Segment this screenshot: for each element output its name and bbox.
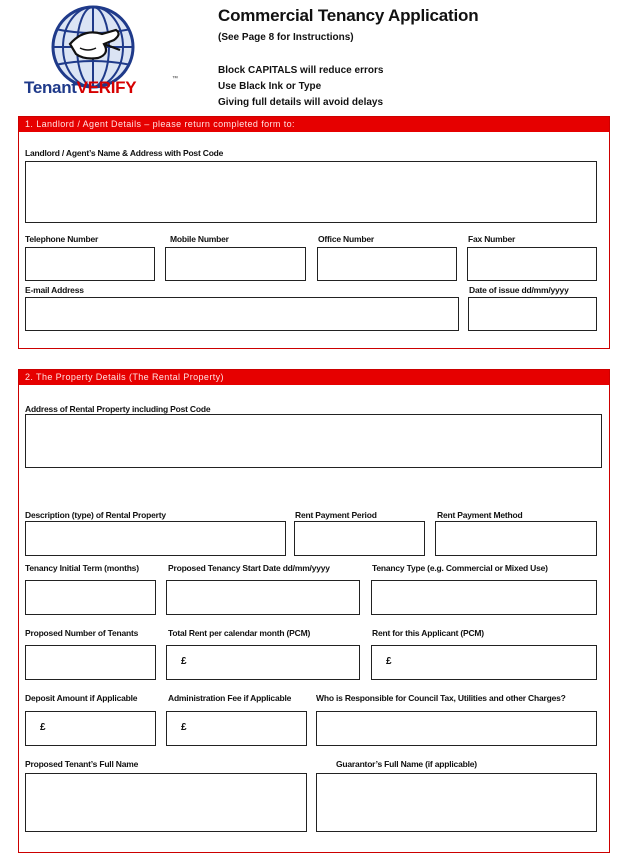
mobile-label: Mobile Number (170, 234, 229, 244)
section-heading: 1. Landlord / Agent Details – please return completed form to: (19, 117, 609, 132)
office-field[interactable] (317, 247, 457, 281)
tenant-verify-logo (22, 4, 182, 104)
council-tax-label: Who is Responsible for Council Tax, Utilities and other Charges? (316, 693, 566, 703)
admin-fee-field[interactable] (166, 711, 307, 746)
guarantor-full-name-field[interactable] (316, 773, 597, 832)
council-tax-responsibility-field[interactable] (316, 711, 597, 746)
initial-term-field[interactable] (25, 580, 156, 615)
deposit-field[interactable] (25, 711, 156, 746)
note-line: Giving full details will avoid delays (218, 97, 384, 108)
property-address-field[interactable] (25, 414, 602, 468)
trademark-symbol: ™ (172, 76, 178, 82)
note-line: Use Black Ink or Type (218, 81, 322, 92)
name-address-label: Landlord / Agent’s Name & Address with Post Code (25, 148, 224, 158)
logo-wordmark: TenantVERIFY (24, 78, 137, 97)
initial-term-label: Tenancy Initial Term (months) (25, 563, 139, 573)
mobile-field[interactable] (165, 247, 306, 281)
currency-symbol: £ (181, 656, 187, 667)
num-tenants-field[interactable] (25, 645, 156, 680)
start-date-field[interactable] (166, 580, 360, 615)
page-subtitle: (See Page 8 for Instructions) (218, 32, 354, 43)
section-heading: 2. The Property Details (The Rental Property) (19, 370, 609, 385)
email-label: E-mail Address (25, 285, 84, 295)
total-rent-label: Total Rent per calendar month (PCM) (168, 628, 311, 638)
start-date-label: Proposed Tenancy Start Date dd/mm/yyyy (168, 563, 330, 573)
currency-symbol: £ (40, 722, 46, 733)
note-line: Block CAPITALS will reduce errors (218, 65, 384, 76)
property-description-field[interactable] (25, 521, 286, 556)
tenancy-type-field[interactable] (371, 580, 597, 615)
num-tenants-label: Proposed Number of Tenants (25, 628, 139, 638)
tenant-name-label: Proposed Tenant’s Full Name (25, 759, 139, 769)
instruction-notes (218, 63, 383, 111)
date-of-issue-field[interactable] (468, 297, 597, 331)
fax-field[interactable] (467, 247, 597, 281)
admin-fee-label: Administration Fee if Applicable (168, 693, 292, 703)
currency-symbol: £ (181, 722, 187, 733)
guarantor-name-label: Guarantor’s Full Name (if applicable) (336, 759, 477, 769)
fax-label: Fax Number (468, 234, 516, 244)
deposit-label: Deposit Amount if Applicable (25, 693, 138, 703)
currency-symbol: £ (386, 656, 392, 667)
rent-method-field[interactable] (435, 521, 597, 556)
telephone-field[interactable] (25, 247, 155, 281)
email-field[interactable] (25, 297, 459, 331)
office-label: Office Number (318, 234, 374, 244)
tenancy-type-label: Tenancy Type (e.g. Commercial or Mixed Use) (372, 563, 548, 573)
rent-method-label: Rent Payment Method (437, 510, 523, 520)
landlord-agent-section (18, 116, 610, 349)
rent-applicant-label: Rent for this Applicant (PCM) (372, 628, 484, 638)
total-rent-field[interactable] (166, 645, 360, 680)
landlord-name-address-field[interactable] (25, 161, 597, 223)
rent-period-label: Rent Payment Period (295, 510, 377, 520)
property-details-section (18, 369, 610, 853)
rent-applicant-field[interactable] (371, 645, 597, 680)
address-label: Address of Rental Property including Post Code (25, 404, 211, 414)
date-of-issue-label: Date of issue dd/mm/yyyy (469, 285, 569, 295)
rent-period-field[interactable] (294, 521, 425, 556)
telephone-label: Telephone Number (25, 234, 99, 244)
page-title: Commercial Tenancy Application (218, 6, 479, 25)
description-label: Description (type) of Rental Property (25, 510, 166, 520)
tenant-full-name-field[interactable] (25, 773, 307, 832)
